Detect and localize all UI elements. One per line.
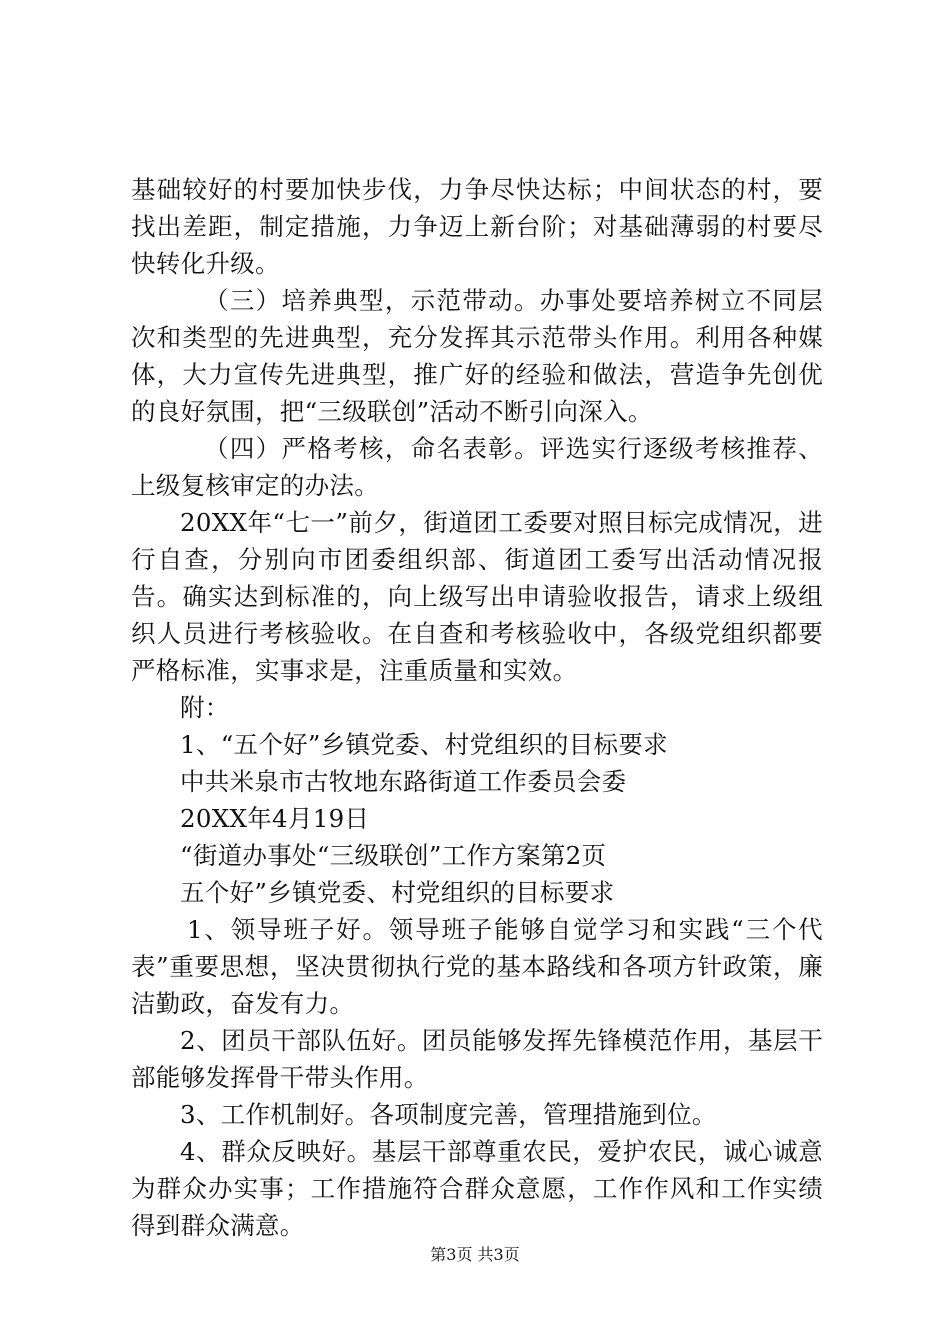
paragraph-section-three: （三）培养典型，示范带动。办事处要培养树立不同层次和类型的先进典型，充分发挥其示范带头作用。利用各种媒体，大力宣传先进典型，推广好的经验和做法，营造争先创优的良好氛围，把“三级联创”活动不断引向深入。 (131, 286, 823, 426)
appendix-item-1: 1、“五个好”乡镇党委、村党组织的目标要求 (180, 730, 668, 759)
appendix-heading: 五个好”乡镇党委、村党组织的目标要求 (180, 878, 615, 907)
document-title-line: “街道办事处“三级联创”工作方案第2页 (180, 841, 607, 870)
document-body (131, 171, 823, 1244)
issuer-name: 中共米泉市古牧地东路街道工作委员会委 (180, 767, 627, 796)
paragraph-section-four: （四）严格考核，命名表彰。评选实行逐级考核推荐、上级复核审定的办法。 (131, 434, 823, 500)
issue-date: 20XX年4月19日 (180, 804, 370, 833)
requirement-item-3: 3、工作机制好。各项制度完善，管理措施到位。 (180, 1100, 717, 1129)
page-footer: 第3页 共3页 (430, 1245, 520, 1264)
requirement-item-1: 1、领导班子好。领导班子能够自觉学习和实践“三个代表”重要思想，坚决贯彻执行党的基本路线和各项方针政策，廉洁勤政，奋发有力。 (131, 915, 823, 1018)
paragraph-july-first: 20XX年“七一”前夕，街道团工委要对照目标完成情况，进行自查，分别向市团委组织部、街道团工委写出活动情况报告。确实达到标准的，向上级写出申请验收报告，请求上级组织人员进行考核验收。在自查和考核验收中，各级党组织都要严格标准，实事求是，注重质量和实效。 (131, 508, 823, 685)
requirement-item-4: 4、群众反映好。基层干部尊重农民，爱护农民，诚心诚意为群众办实事；工作措施符合群众意愿，工作作风和工作实绩得到群众满意。 (131, 1137, 823, 1240)
appendix-label: 附： (180, 693, 230, 722)
paragraph-continuation: 基础较好的村要加快步伐，力争尽快达标；中间状态的村，要找出差距，制定措施，力争迈上新台阶；对基础薄弱的村要尽快转化升级。 (131, 175, 823, 278)
requirement-item-2: 2、团员干部队伍好。团员能够发挥先锋模范作用，基层干部能够发挥骨干带头作用。 (131, 1026, 823, 1092)
